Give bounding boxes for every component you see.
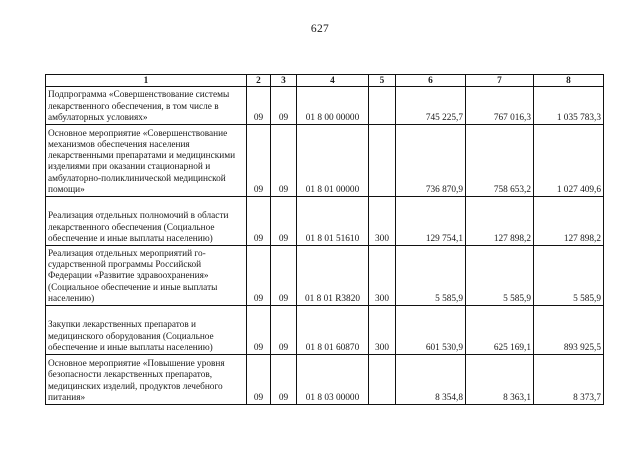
- row-amount-year-1: 745 225,7: [396, 87, 466, 125]
- row-amount-year-2: 127 898,2: [466, 197, 534, 246]
- header-col-1: 1: [46, 75, 247, 87]
- row-amount-year-1: 601 530,9: [396, 306, 466, 355]
- row-name: Основное мероприятие «Совершенствование механизмов обеспечения населения лекарственными препаратами и медицинскими изделиями при оказании стационарной и амбулаторно-поликлинической медицинской помощи»: [46, 125, 247, 197]
- row-expense-type: 300: [369, 306, 396, 355]
- row-section: 09: [247, 125, 271, 197]
- header-row: [46, 75, 604, 87]
- row-subsection: 09: [271, 355, 297, 405]
- row-expense-type: [369, 87, 396, 125]
- row-amount-year-2: 767 016,3: [466, 87, 534, 125]
- row-name: Закупки лекарственных препаратов и медицинского оборудования (Социальное обеспечение и иные выплаты населению): [46, 306, 247, 355]
- page-number: 627: [310, 23, 330, 35]
- row-subsection: 09: [271, 197, 297, 246]
- table-row: [46, 246, 604, 306]
- row-section: 09: [247, 246, 271, 306]
- header-col-6: 6: [396, 75, 466, 87]
- row-subsection: 09: [271, 306, 297, 355]
- row-amount-year-3: 1 035 783,3: [534, 87, 604, 125]
- header-col-4: 4: [297, 75, 369, 87]
- row-name: Реализация отдельных мероприятий государственной программы Российской Федерации «Развитие здравоохранения» (Социальное обеспечение и иные выплаты населению): [46, 246, 247, 306]
- row-name: Основное мероприятие «Повышение уровня безопасности лекарственных препаратов, медицинских изделий, продуктов лечебного питания»: [46, 355, 247, 405]
- row-amount-year-1: 736 870,9: [396, 125, 466, 197]
- budget-table: [45, 74, 604, 405]
- row-amount-year-2: 5 585,9: [466, 246, 534, 306]
- row-section: 09: [247, 306, 271, 355]
- row-expense-type: 300: [369, 197, 396, 246]
- row-section: 09: [247, 355, 271, 405]
- row-amount-year-3: 8 373,7: [534, 355, 604, 405]
- row-target-code: 01 8 01 00000: [297, 125, 369, 197]
- header-col-5: 5: [369, 75, 396, 87]
- row-expense-type: 300: [369, 246, 396, 306]
- row-amount-year-3: 127 898,2: [534, 197, 604, 246]
- row-target-code: 01 8 00 00000: [297, 87, 369, 125]
- row-amount-year-2: 8 363,1: [466, 355, 534, 405]
- table-row: [46, 197, 604, 246]
- row-amount-year-2: 625 169,1: [466, 306, 534, 355]
- row-amount-year-3: 1 027 409,6: [534, 125, 604, 197]
- row-name: Подпрограмма «Совершенствование системы лекарственного обеспечения, в том числе в амбулаторных условиях»: [46, 87, 247, 125]
- row-target-code: 01 8 01 60870: [297, 306, 369, 355]
- row-subsection: 09: [271, 246, 297, 306]
- row-amount-year-3: 5 585,9: [534, 246, 604, 306]
- row-amount-year-2: 758 653,2: [466, 125, 534, 197]
- table-row: [46, 306, 604, 355]
- row-target-code: 01 8 03 00000: [297, 355, 369, 405]
- row-section: 09: [247, 87, 271, 125]
- table-row: [46, 125, 604, 197]
- row-amount-year-3: 893 925,5: [534, 306, 604, 355]
- table-row: [46, 355, 604, 405]
- row-subsection: 09: [271, 125, 297, 197]
- row-target-code: 01 8 01 R3820: [297, 246, 369, 306]
- header-col-3: 3: [271, 75, 297, 87]
- row-expense-type: [369, 355, 396, 405]
- header-col-7: 7: [466, 75, 534, 87]
- table-row: [46, 87, 604, 125]
- header-col-8: 8: [534, 75, 604, 87]
- row-name: Реализация отдельных полномочий в области лекарственного обеспечения (Социальное обеспечение и иные выплаты населению): [46, 197, 247, 246]
- row-target-code: 01 8 01 51610: [297, 197, 369, 246]
- row-amount-year-1: 8 354,8: [396, 355, 466, 405]
- row-amount-year-1: 129 754,1: [396, 197, 466, 246]
- row-subsection: 09: [271, 87, 297, 125]
- row-expense-type: [369, 125, 396, 197]
- row-section: 09: [247, 197, 271, 246]
- row-amount-year-1: 5 585,9: [396, 246, 466, 306]
- header-col-2: 2: [247, 75, 271, 87]
